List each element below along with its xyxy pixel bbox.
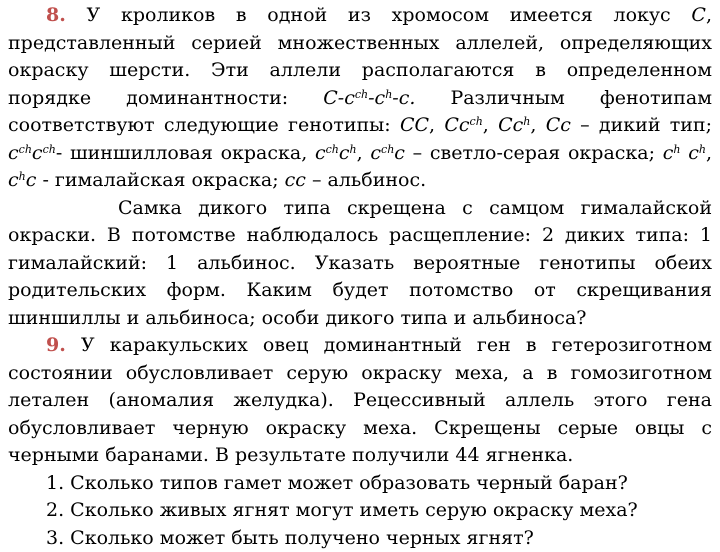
text-run: – альбинос.: [306, 169, 426, 191]
problem-9-number: 9.: [46, 334, 66, 356]
dominance-order: $С-с^{ch}-с^h-с$.: [323, 87, 415, 109]
text-run: – светло-серая окраска;: [405, 142, 663, 164]
question-1: 1. Сколько типов гамет может образовать черный баран?: [8, 470, 712, 498]
genotype-albino: сс: [285, 169, 306, 191]
question-3: 3. Сколько может быть получено черных ягнят?: [8, 525, 712, 552]
locus-symbol: С: [691, 4, 706, 26]
text-run: , представленный серией множественных аллелей, определяющих окраску шерсти. Эти аллели располагаются в определенном порядке доминантности:: [8, 4, 712, 109]
genotype-chinchilla: $с^{ch}с^{ch}$: [8, 142, 56, 164]
genotype-list: СС, $Сс^{ch}$, $Сс^h$, Сс: [400, 114, 571, 136]
text-run: Различным фенотипам соответствуют следующие генотипы:: [8, 87, 712, 137]
problem-9-text: У каракульских овец доминантный ген в гетерозиготном состоянии обусловливает серую окраску меха, а в гомозиготном летален (аномалия желудка). Рецессивный аллель этого гена обусловливает черную окраску меха. Скрещены серые овцы с черными баранами. В результате получили 44 ягненка.: [8, 334, 712, 466]
genotype-himalayan: $с^h$ $с^h$, $с^hс$: [8, 142, 712, 192]
problem-8-number: 8.: [46, 4, 66, 26]
problem-8-paragraph: [8, 2, 712, 195]
genotype-light-grey: $с^{ch}с^h$, $с^{ch}с$: [315, 142, 405, 164]
text-run: - гималайская окраска;: [36, 169, 284, 191]
question-2: 2. Сколько живых ягнят могут иметь серую окраску меха?: [8, 497, 712, 525]
text-run: - шиншилловая окраска,: [56, 142, 315, 164]
problem-8-task: Самка дикого типа скрещена с самцом гималайской окраски. В потомстве наблюдалось расщепление: 2 диких типа: 1 гималайский: 1 альбинос. Указать вероятные генотипы обеих родительских форм. Каким будет потомство от скрещивания шиншиллы и альбиноса; особи дикого типа и альбиноса?: [8, 195, 712, 333]
text-run: – дикий тип;: [571, 114, 712, 136]
text-run: У кроликов в одной из хромосом имеется локус: [66, 4, 692, 26]
problem-9-paragraph: [8, 332, 712, 470]
